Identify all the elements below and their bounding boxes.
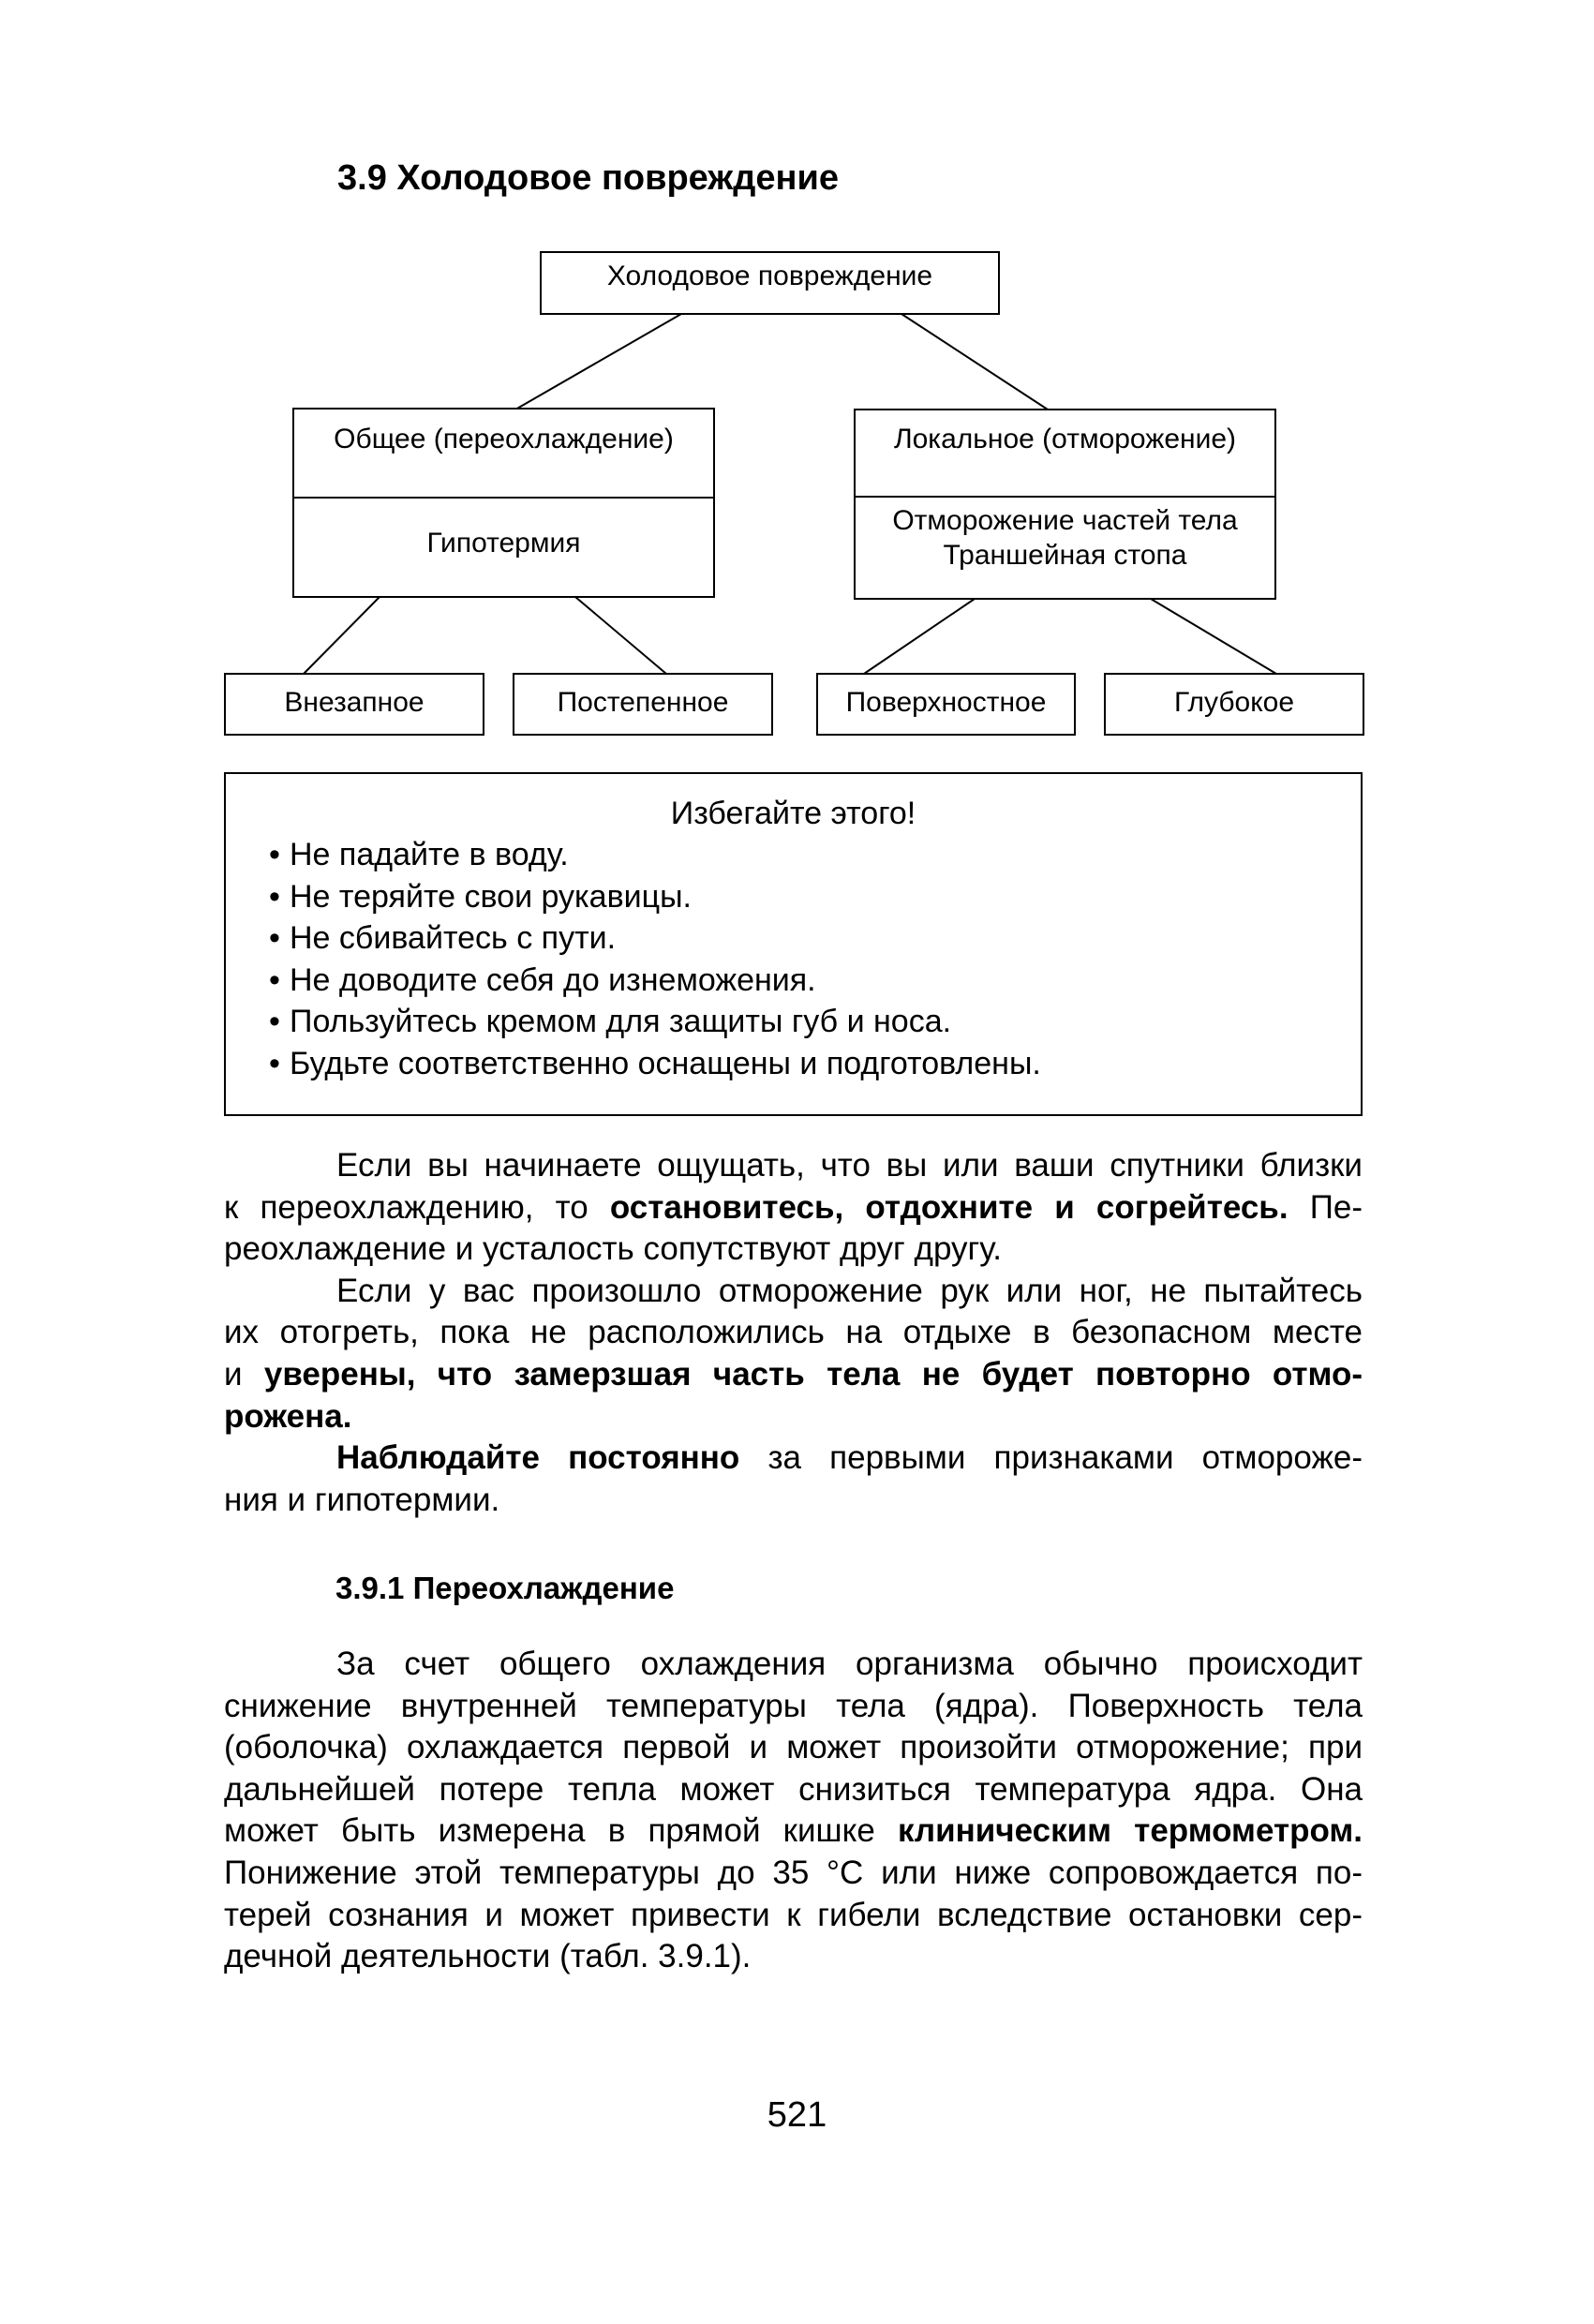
- paragraph-2-line: их отогреть, пока не расположились на отдыхе в безопасном месте: [224, 1314, 1363, 1351]
- warning-item: • Не доводите себя до изнеможения.: [269, 960, 1041, 1002]
- subsection-line: Понижение этой температуры до 35 °С или ниже сопровождается по-: [224, 1854, 1363, 1891]
- warning-item: • Пользуйтесь кремом для защиты губ и носа.: [269, 1001, 1041, 1043]
- diagram-leaf-sudden-label: Внезапное: [284, 687, 425, 718]
- subsection-line: снижение внутренней температуры тела (ядра). Поверхность тела: [224, 1687, 1363, 1724]
- bullet-icon: •: [269, 920, 280, 956]
- diagram-local-content-line-2: Траншейная стопа: [943, 540, 1187, 571]
- paragraph-2-line: [224, 1396, 1363, 1438]
- diagram-general-content: Гипотермия: [426, 528, 581, 559]
- subsection-text: [224, 1644, 1363, 1978]
- subsection-line: За счет общего охлаждения организма обычно происходит: [336, 1646, 1363, 1682]
- diagram-leaf-deep-label: Глубокое: [1173, 687, 1295, 718]
- diagram-local-title: Локальное (отморожение): [893, 424, 1237, 454]
- emphasis: остановитесь, отдохните и согрейтесь.: [609, 1188, 1289, 1226]
- diagram-leaf-sudden: [224, 673, 484, 736]
- warning-box: [224, 772, 1363, 1116]
- diagram-local-divider: [856, 496, 1274, 498]
- bullet-icon: •: [269, 1045, 280, 1081]
- warning-item: • Не падайте в воду.: [269, 834, 1041, 876]
- paragraph-2-line: Если у вас произошло отморожение рук или ног, не пытайтесь: [336, 1272, 1363, 1309]
- bullet-icon: •: [269, 1004, 280, 1039]
- emphasis: рожена.: [224, 1397, 352, 1435]
- diagram-general-title: Общее (переохлаждение): [334, 424, 674, 454]
- bullet-icon: •: [269, 961, 280, 998]
- bullet-icon: •: [269, 878, 280, 915]
- warning-title: Избегайте этого!: [670, 796, 916, 831]
- subsection-title: 3.9.1 Переохлаждение: [335, 1571, 675, 1605]
- diagram-general-divider: [294, 497, 713, 499]
- diagram-leaf-superficial: [816, 673, 1076, 736]
- diagram-leaf-gradual: [513, 673, 773, 736]
- subsection-line: может быть измерена в прямой кишке клиническим термометром.: [224, 1812, 1363, 1850]
- section-title: 3.9 Холодовое повреждение: [337, 158, 839, 198]
- diagram-general-node: [292, 408, 715, 598]
- paragraph-1-line: реохлаждение и усталость сопутствуют друг другу.: [224, 1230, 1003, 1268]
- diagram-local-node: [854, 409, 1276, 600]
- subsection-line: дечной деятельности (табл. 3.9.1).: [224, 1938, 752, 1975]
- emphasis: клиническим термометром.: [897, 1812, 1363, 1850]
- paragraph-2-line: и уверены, что замерзшая часть тела не будет повторно отмо-: [224, 1355, 1363, 1393]
- warning-item: • Не сбивайтесь с пути.: [269, 917, 1041, 960]
- paragraph-1-line: к переохлаждению, то остановитесь, отдохните и согрейтесь. Пе-: [224, 1188, 1363, 1226]
- warning-item: • Будьте соответственно оснащены и подготовлены.: [269, 1043, 1041, 1085]
- subsection-line: терей сознания и может привести к гибели вследствие остановки сер-: [224, 1896, 1363, 1933]
- emphasis: уверены, что замерзшая часть тела не будет повторно отмо-: [263, 1355, 1363, 1393]
- bullet-icon: •: [269, 837, 280, 872]
- page-number: 521: [767, 2095, 827, 2135]
- diagram-leaf-superficial-label: Поверхностное: [845, 687, 1047, 718]
- subsection-line: дальнейшей потере тепла может снизиться температура ядра. Она: [224, 1770, 1363, 1808]
- subsection-line: (оболочка) охлаждается первой и может произойти отморожение; при: [224, 1729, 1363, 1766]
- warning-list: [269, 834, 1041, 1084]
- paragraph-3-line: ния и гипотермии.: [224, 1481, 500, 1518]
- diagram-root-label: Холодовое повреждение: [606, 261, 933, 291]
- diagram-leaf-deep: [1104, 673, 1364, 736]
- paragraph-3-line: Наблюдайте постоянно за первыми признаками отмороже-: [336, 1439, 1363, 1477]
- diagram-leaf-gradual-label: Постепенное: [557, 687, 729, 718]
- body-text: [224, 1145, 1363, 1521]
- warning-item: • Не теряйте свои рукавицы.: [269, 876, 1041, 918]
- diagram-local-content-line-1: Отморожение частей тела: [892, 505, 1238, 536]
- diagram-root-node: [540, 251, 1000, 315]
- paragraph-1-line: Если вы начинаете ощущать, что вы или ваши спутники близки: [336, 1147, 1363, 1184]
- emphasis: Наблюдайте постоянно: [336, 1439, 740, 1477]
